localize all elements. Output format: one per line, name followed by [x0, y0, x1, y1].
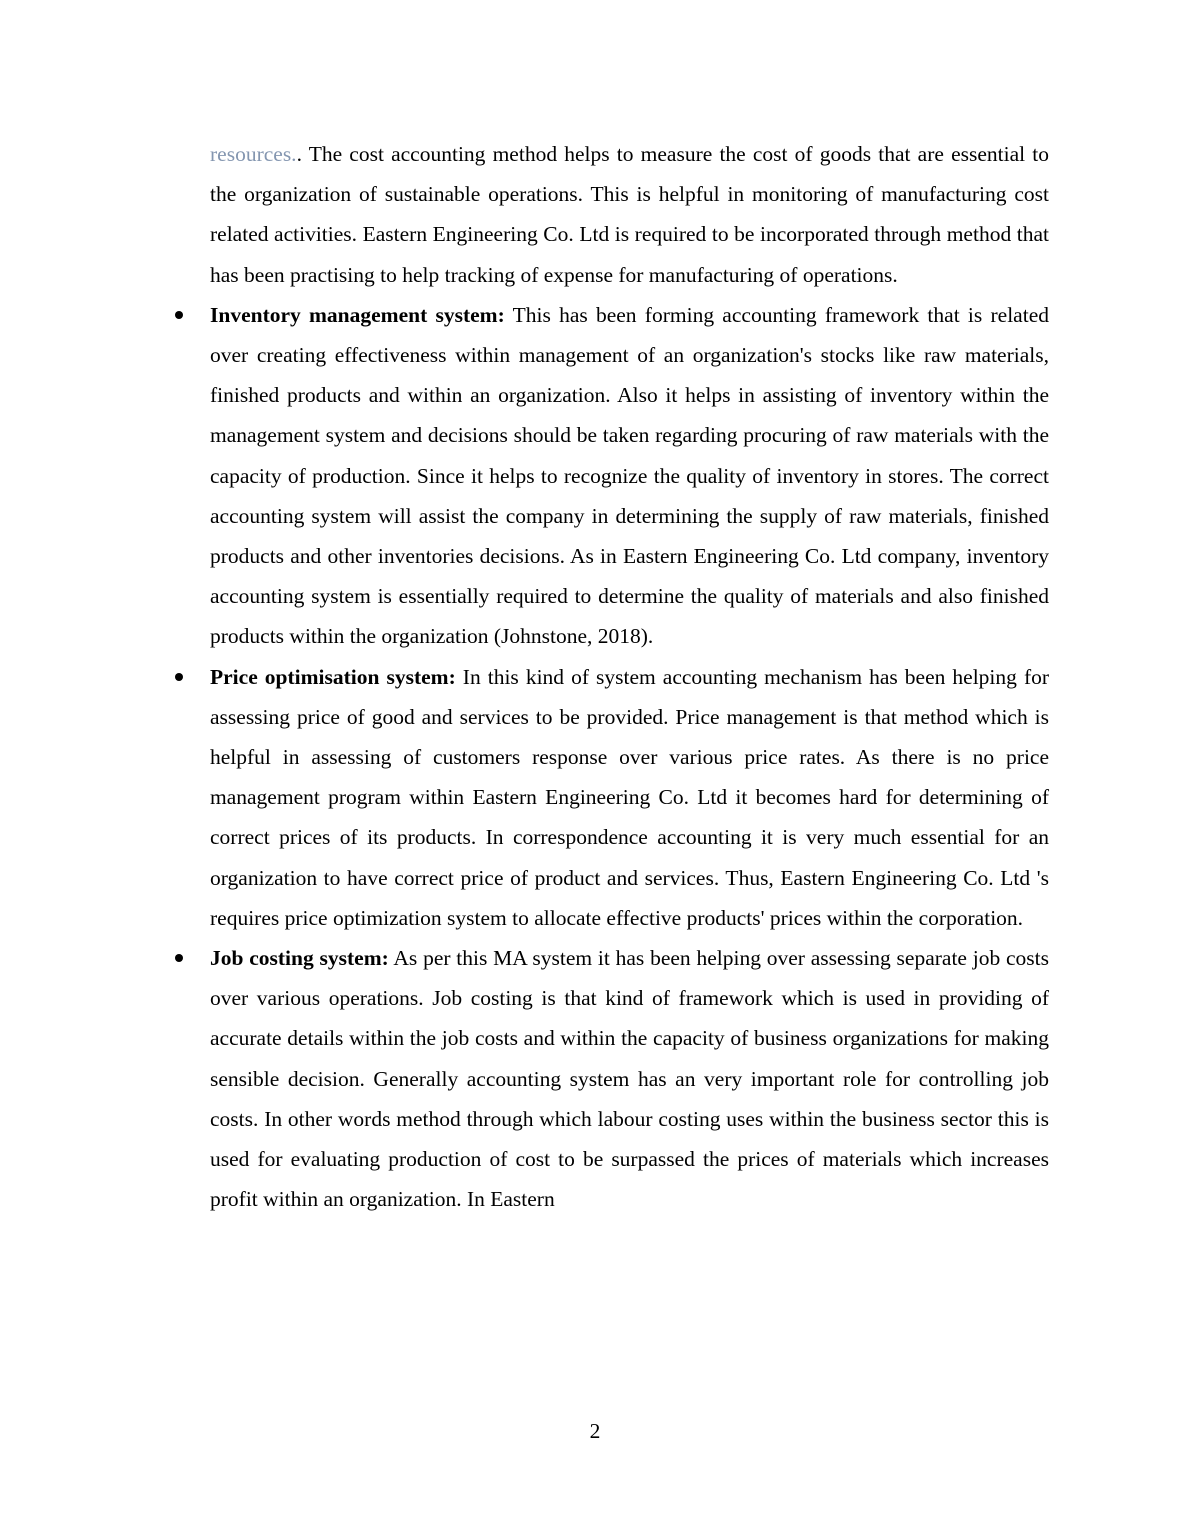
- bullet-item-price: [210, 657, 1049, 938]
- bullet-text: This has been forming accounting framework that is related over creating effectiveness within management of an organization's stocks like raw materials, finished products and within an organization. Also it helps in assisting of inventory within the management system and decisions should be taken regarding procuring of raw materials with the capacity of production. Since it helps to recognize the quality of inventory in stores. The correct accounting system will assist the company in determining the supply of raw materials, finished products and other inventories decisions. As in Eastern Engineering Co. Ltd company, inventory accounting system is essentially required to determine the quality of materials and also finished products within the organization (Johnstone, 2018).: [210, 302, 1049, 649]
- bullet-item-job-costing: [210, 938, 1049, 1219]
- intro-text: . The cost accounting method helps to measure the cost of goods that are essential to the organization of sustainable operations. This is helpful in monitoring of manufacturing cost related activities. Eastern Engineering Co. Ltd is required to be incorporated through method that has been practising to help tracking of expense for manufacturing of operations.: [210, 142, 1049, 287]
- bullet-icon: [175, 673, 183, 681]
- body-text: [210, 134, 1049, 1219]
- intro-paragraph: [210, 134, 1049, 295]
- page-number: 2: [589, 1419, 601, 1443]
- bullet-term: Job costing system:: [210, 946, 389, 971]
- bullet-icon: [175, 311, 183, 319]
- bullet-term: Price optimisation system:: [210, 664, 456, 689]
- bullet-text: As per this MA system it has been helping over assessing separate job costs over various operations. Job costing is that kind of framework which is used in providing of accurate details within the job costs and within the capacity of business organizations for making sensible decision. Generally accounting system has an very important role for controlling job costs. In other words method through which labour costing uses within the business sector this is used for evaluating production of cost to be surpassed the prices of materials which increases profit within an organization. In Eastern: [210, 946, 1049, 1212]
- bullet-icon: [175, 954, 183, 962]
- bullet-term: Inventory management system:: [210, 302, 505, 327]
- bullet-item-inventory: [210, 295, 1049, 657]
- bullet-text: In this kind of system accounting mechanism has been helping for assessing price of good and services to be provided. Price management is that method which is helpful in assessing of customers response over various price rates. As there is no price management program within Eastern Engineering Co. Ltd it becomes hard for determining of correct prices of its products. In correspondence accounting it is very much essential for an organization to have correct price of product and services. Thus, Eastern Engineering Co. Ltd 's requires price optimization system to allocate effective products' prices within the corporation.: [210, 664, 1050, 930]
- resources-link-text: resources.: [210, 142, 297, 166]
- bullet-list: [210, 295, 1049, 1220]
